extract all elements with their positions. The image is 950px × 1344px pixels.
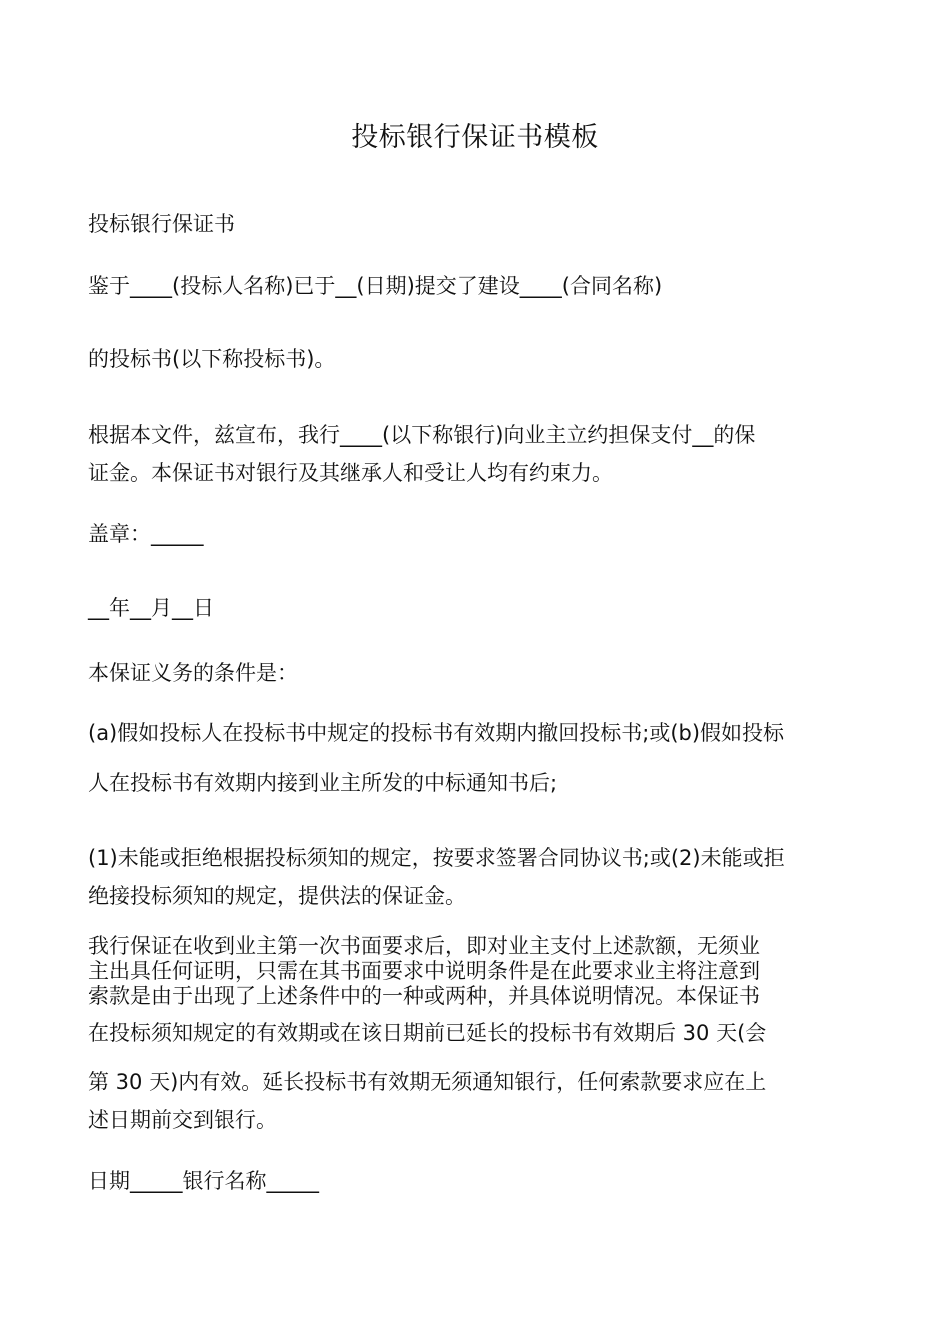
text-line: 绝接投标须知的规定，提供法的保证金。 <box>88 884 466 908</box>
signature-line: 日期_____银行名称_____ <box>88 1169 319 1193</box>
text-line: 我行保证在收到业主第一次书面要求后，即对业主支付上述款额，无须业 <box>88 934 760 958</box>
text-line: 的投标书(以下称投标书)。 <box>88 347 336 371</box>
subtitle-line: 投标银行保证书 <box>88 212 235 236</box>
text-line: 在投标须知规定的有效期或在该日期前已延长的投标书有效期后 30 天(会 <box>88 1021 767 1045</box>
text-line: (a)假如投标人在投标书中规定的投标书有效期内撤回投标书;或(b)假如投标 <box>88 721 785 745</box>
text-line: 鉴于____(投标人名称)已于__(日期)提交了建设____(合同名称) <box>88 274 663 298</box>
text-line: 述日期前交到银行。 <box>88 1108 277 1132</box>
date-line: __年__月__日 <box>88 596 214 620</box>
text-line: 第 30 天)内有效。延长投标书有效期无须通知银行，任何索款要求应在上 <box>88 1070 767 1094</box>
text-line: 索款是由于出现了上述条件中的一种或两种，并具体说明情况。本保证书 <box>88 984 760 1008</box>
text-line: 主出具任何证明，只需在其书面要求中说明条件是在此要求业主将注意到 <box>88 959 760 983</box>
document-title: 投标银行保证书模板 <box>351 122 599 153</box>
text-line: 根据本文件，兹宣布，我行____(以下称银行)向业主立约担保支付__的保 <box>88 423 756 447</box>
text-line: 证金。本保证书对银行及其继承人和受让人均有约束力。 <box>88 461 613 485</box>
text-line: (1)未能或拒绝根据投标须知的规定，按要求签署合同协议书;或(2)未能或拒 <box>88 846 785 870</box>
seal-line: 盖章：_____ <box>88 522 204 546</box>
text-line: 人在投标书有效期内接到业主所发的中标通知书后; <box>88 771 558 795</box>
text-line: 本保证义务的条件是： <box>88 661 298 685</box>
